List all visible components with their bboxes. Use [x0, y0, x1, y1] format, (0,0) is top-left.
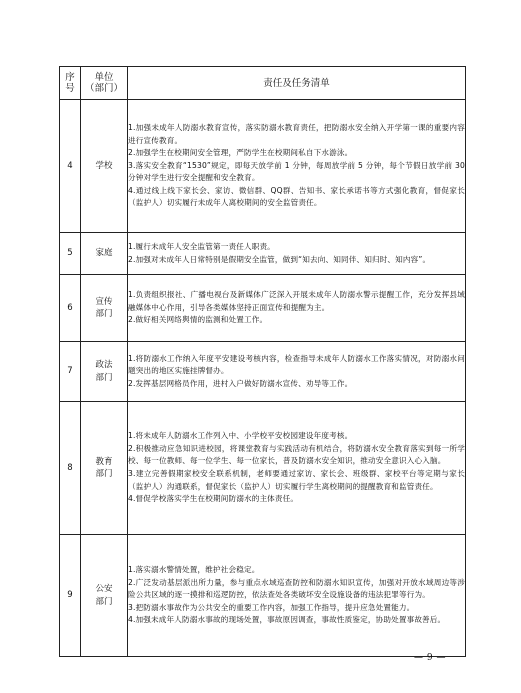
page-number: — 9 — [414, 653, 446, 663]
row-unit-line: 部门 [95, 309, 113, 319]
table-header-row [60, 67, 466, 100]
row-unit-line: 家庭 [95, 248, 113, 259]
row-items [128, 342, 466, 402]
row-items [128, 402, 466, 535]
row-item: 1.负责组织报社、广播电视台及新媒体广泛深入开展未成年人防溺水警示提醒工作，充分发挥县域融媒体中心作用，引导各类媒体坚持正面宣传和提醒为主。 [128, 290, 465, 312]
row-item: 1.将防溺水工作纳入年度平安建设考核内容，检查指导未成年人防溺水工作落实情况，对防溺水问题突出的地区实施挂牌督办。 [128, 353, 465, 376]
row-seq: 5 [60, 233, 81, 275]
row-item: 4.通过线上线下家长会、家访、微信群、QQ群、告知书、家长承诺书等方式强化教育，督促家长（监护人）切实履行未成年人离校期间的安全监管责任。 [128, 185, 465, 208]
table-row [60, 275, 466, 342]
row-items [128, 535, 466, 657]
responsibility-table [59, 66, 466, 657]
row-item: 2.积极推动应急知识进校园，将课堂教育与实践活动有机结合，将防溺水安全教育落实到每一所学校、每一位教师、每一位学生、每一位家长，普及防溺水安全知识，推动安全意识入心入脑。 [128, 443, 465, 466]
row-unit [81, 402, 128, 535]
row-unit [81, 233, 128, 275]
row-seq: 6 [60, 275, 81, 342]
header-unit-line1: 单位 [94, 72, 114, 83]
row-item: 3.把防溺水事故作为公共安全的重要工作内容，加强工作指导，提升应急处置能力。 [128, 602, 415, 612]
row-item: 4.加强未成年人防溺水事故的现场处置，事故原因调查，事故性质鉴定，协助处置事故善后。 [128, 615, 446, 625]
header-seq-line2: 号 [65, 83, 75, 94]
row-unit-line: 教育 [95, 456, 113, 467]
row-seq: 8 [60, 402, 81, 535]
header-unit-line2: （部门） [84, 83, 123, 94]
header-list [128, 67, 466, 100]
row-item: 1.加强未成年人防溺水教育宣传，落实防溺水教育责任，把防溺水安全纳入开学第一课的重要内容进行宣传教育。 [128, 122, 465, 145]
row-item: 2.广泛发动基层派出所力量，参与重点水域巡查防控和防溺水知识宣传，加强对开放水域周边等涉险公共区域的逐一摸排和巡逻防控，依法查处各类破坏安全设施设备的违法犯罪等行为。 [128, 577, 465, 600]
row-unit-line: 宣传 [95, 296, 113, 307]
table-row [60, 100, 466, 233]
row-item: 2.加强学生在校期间安全管理，严防学生在校期间私自下水游泳。 [128, 148, 353, 158]
header-unit [81, 67, 128, 100]
row-unit-line: 政法 [95, 360, 113, 370]
row-unit [81, 100, 128, 233]
table-row [60, 402, 466, 535]
row-unit [81, 535, 128, 657]
row-items [128, 100, 466, 233]
row-seq: 7 [60, 342, 81, 402]
row-item: 4.督促学校落实学生在校期间防溺水的主体责任。 [128, 494, 299, 504]
row-items [128, 233, 466, 275]
header-seq [60, 67, 81, 100]
row-unit-line: 公安 [95, 584, 113, 594]
row-item: 3.落实安全教育“1530”规定，即每天放学前 1 分钟，每周放学前 5 分钟，每个节假日放学前 30 分钟对学生进行安全提醒和安全教育。 [128, 160, 465, 183]
row-unit [81, 342, 128, 402]
row-item: 1.履行未成年人安全监管第一责任人职责。 [128, 241, 275, 251]
row-item: 2.加强对未成年人日常特别是假期安全监管，做到“知去向、知同伴、知归时、知内容”。 [128, 254, 431, 264]
row-unit-line: 部门 [95, 596, 113, 607]
header-list-label: 责任及任务清单 [263, 77, 330, 89]
row-unit [81, 275, 128, 342]
row-item: 2.做好相关网络舆情的监测和处置工作。 [128, 315, 268, 325]
row-seq: 4 [60, 100, 81, 233]
row-item: 3.建立完善假期家校安全联系机制，老师要通过家访、家长会、班级群、家校平台等定期与家长（监护人）沟通联系，督促家长（监护人）切实履行学生离校期间的提醒教育和监管责任。 [128, 469, 465, 491]
table-row [60, 233, 466, 275]
row-unit-line: 学校 [95, 160, 113, 171]
row-items [128, 275, 466, 342]
table-row [60, 342, 466, 402]
row-unit-line: 部门 [95, 372, 113, 383]
row-seq: 9 [60, 535, 81, 657]
row-item: 1.落实溺水警情处置，维护社会稳定。 [128, 565, 260, 575]
table-row [60, 535, 466, 657]
row-item: 2.发挥基层网格员作用，进村入户做好防溺水宣传、劝导等工作。 [128, 378, 353, 388]
header-seq-line1: 序 [65, 72, 75, 83]
row-item: 1.将未成年人防溺水工作列入中、小学校平安校园建设年度考核。 [128, 431, 353, 441]
row-unit-line: 部门 [95, 469, 113, 479]
